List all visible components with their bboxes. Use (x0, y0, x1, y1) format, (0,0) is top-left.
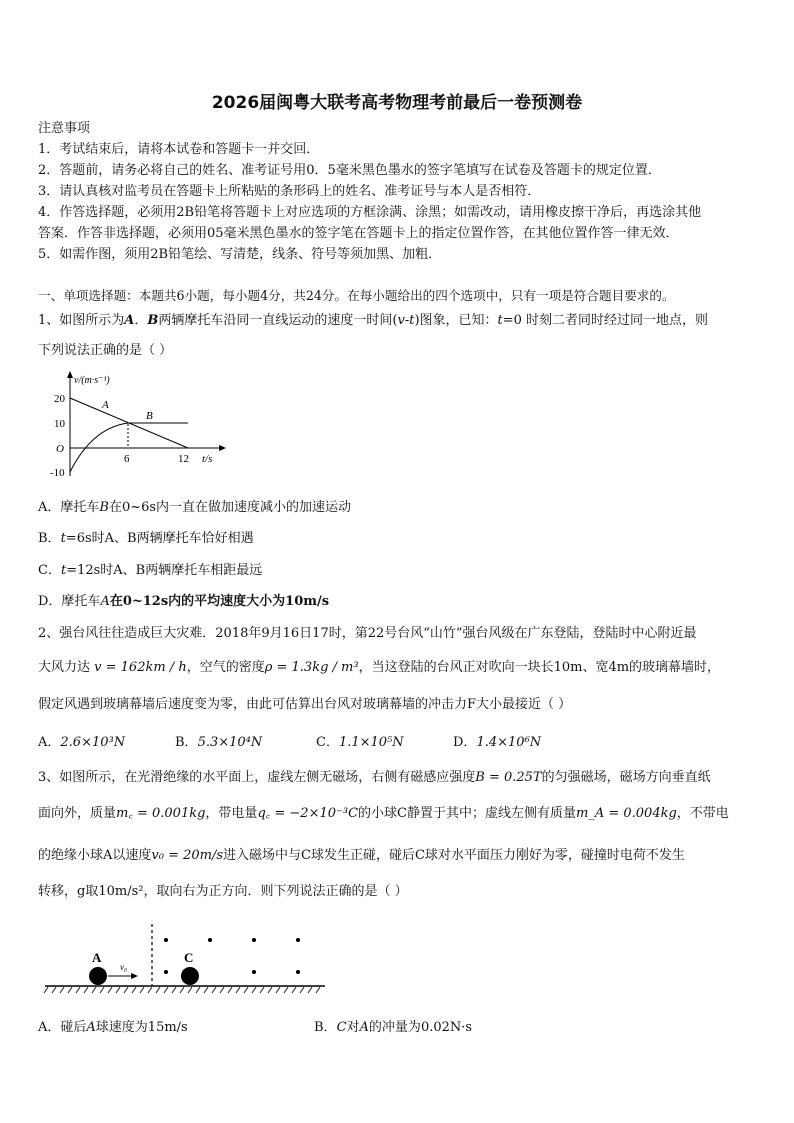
q1-xtick-6: 6 (124, 453, 130, 465)
q3-ball-c-label: C (184, 950, 194, 965)
q2-stem-line2: 大风力达 v = 162km / h，空气的密度ρ = 1.3kg / m³，当这登陆的台风正对吹向一块长10m、宽4m的玻璃幕墙时， (38, 660, 721, 675)
q3-velocity-label: v₀ (120, 962, 128, 972)
section-heading: 一、单项选择题：本题共6小题，每小题4分，共24分。在每小题给出的四个选项中，只有一项是符合题目要求的。 (38, 288, 675, 303)
q1-option-a: A．摩托车B在0~6s内一直在做加速度减小的加速运动 (38, 500, 352, 515)
note-item: 1．考试结束后，请将本试卷和答题卡一并交回． (38, 142, 320, 157)
q2-option-c: C．1.1×10⁵N (316, 735, 404, 750)
q1-option-d: D．摩托车A在0~12s内的平均速度大小为10m/s (38, 594, 330, 609)
note-item: 2．答题前，请务必将自己的姓名、准考证号用0．5毫米黑色墨水的签字笔填写在试卷及答题卡的规定位置． (38, 163, 661, 178)
page-title: 2026届闽粤大联考高考物理考前最后一卷预测卷 (211, 93, 583, 113)
notes-heading: 注意事项 (38, 121, 91, 136)
note-item: 5．如需作图，须用2B铅笔绘、写清楚，线条、符号等须加黑、加粗． (38, 247, 442, 262)
q3-option-a: A．碰后A球速度为15m/s (38, 1020, 188, 1035)
q1-stem-line1: 1、如图所示为A．B两辆摩托车沿同一直线运动的速度一时间(v-t)图象，已知：t=0 时刻二者同时经过同一地点，则 (38, 313, 709, 328)
q1-option-b: B．t=6s时A、B两辆摩托车恰好相遇 (38, 531, 254, 546)
note-item: 3．请认真核对监考员在答题卡上所粘贴的条形码上的姓名、准考证号与本人是否相符． (38, 184, 541, 199)
q1-ytick-20: 20 (54, 393, 65, 405)
q2-option-d: D．1.4×10⁶N (453, 735, 542, 750)
q1-xtick-12: 12 (178, 453, 189, 465)
q1-ytick-neg10: -10 (50, 467, 65, 479)
q1-x-axis-label: t/s (202, 453, 213, 465)
q1-vt-graph (40, 368, 230, 483)
q1-y-axis-label: v/(m·s⁻¹) (74, 375, 110, 386)
note-item: 答案．作答非选择题，必须用05毫米黑色墨水的签字笔在答题卡上的指定位置作答，在其他位置作答一律无效． (38, 226, 679, 241)
q3-stem-line4: 转移，g取10m/s²，取向右为正方向．则下列说法正确的是（ ） (38, 884, 408, 899)
q2-stem-line1: 2、强台风往往造成巨大灾难．2018年9月16日17时，第22号台风“山竹”强台风级在广东登陆，登陆时中心附近最 (38, 626, 697, 641)
q2-option-a: A．2.6×10³N (38, 735, 126, 750)
q3-stem-line3: 的绝缘小球A以速度v₀ = 20m/s进入磁场中与C球发生正碰，碰后C球对水平面压力刚好为零，碰撞时电荷不发生 (38, 848, 685, 863)
q3-collision-figure (40, 920, 330, 1000)
q3-ball-a-label: A (92, 950, 102, 965)
q3-stem-line2: 面向外，质量m꜀ = 0.001kg，带电量q꜀ = −2×10⁻³C的小球C静置于其中；虚线左侧有质量m_A = 0.004kg，不带电 (38, 806, 729, 821)
q2-option-b: B．5.3×10⁴N (175, 735, 263, 750)
q1-option-c: C．t=12s时A、B两辆摩托车相距最远 (38, 563, 263, 578)
q3-stem-line1: 3、如图所示，在光滑绝缘的水平面上，虚线左侧无磁场，右侧有磁感应强度B = 0.25T的匀强磁场，磁场方向垂直纸 (38, 770, 711, 785)
q1-line-a-label: A (102, 399, 109, 411)
q1-origin-label: O (56, 443, 64, 455)
note-item: 4．作答选择题，必须用2B铅笔将答题卡上对应选项的方框涂满、涂黑；如需改动，请用橡皮擦干净后，再选涂其他 (38, 205, 702, 220)
q1-stem-line2: 下列说法正确的是（ ） (38, 343, 173, 358)
q1-ytick-10: 10 (54, 418, 65, 430)
q3-option-b: B．C对A的冲量为0.02N·s (314, 1020, 473, 1035)
q2-stem-line3: 假定风遇到玻璃幕墙后速度变为零，由此可估算出台风对玻璃幕墙的冲击力F大小最接近（ ） (38, 697, 572, 712)
q1-line-b-label: B (146, 410, 153, 422)
